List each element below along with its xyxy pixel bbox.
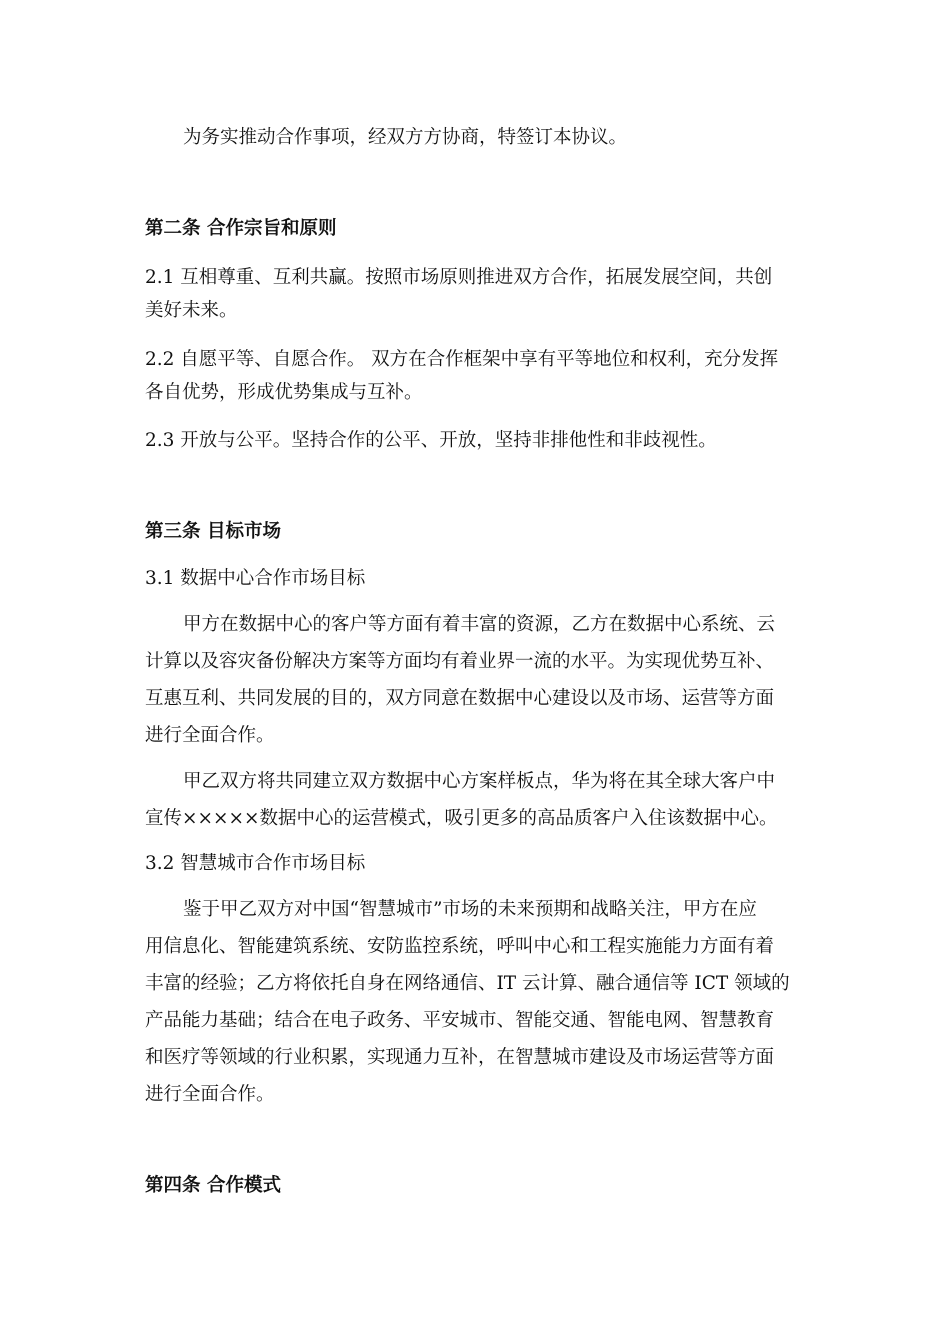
section-4-heading: 第四条 合作模式 [145,1175,281,1196]
clause-2-2-line-2: 各自优势，形成优势集成与互补。 [145,382,423,403]
para-3-1-line-2: 计算以及容灾备份解决方案等方面均有着业界一流的水平。为实现优势互补、 [145,651,775,672]
para-3-2-line-3: 丰富的经验；乙方将依托自身在网络通信、IT 云计算、融合通信等 ICT 领域的 [145,973,790,994]
para-3-1b-line-2: 宣传×××××数据中心的运营模式，吸引更多的高品质客户入住该数据中心。 [145,808,778,829]
clause-2-2-line-1: 2.2 自愿平等、自愿合作。 双方在合作框架中享有平等地位和权利，充分发挥 [145,349,779,370]
para-3-1b-line-1: 甲乙双方将共同建立双方数据中心方案样板点，华为将在其全球大客户中 [183,771,776,792]
para-3-2-line-2: 用信息化、智能建筑系统、安防监控系统，呼叫中心和工程实施能力方面有着 [145,936,775,957]
subsection-3-1-title: 3.1 数据中心合作市场目标 [145,568,366,589]
para-3-1-line-4: 进行全面合作。 [145,725,275,746]
para-3-1-line-3: 互惠互利、共同发展的目的，双方同意在数据中心建设以及市场、运营等方面 [145,688,775,709]
para-3-2-line-4: 产品能力基础；结合在电子政务、平安城市、智能交通、智能电网、智慧教育 [145,1010,775,1031]
subsection-3-2-title: 3.2 智慧城市合作市场目标 [145,853,366,874]
section-3-heading: 第三条 目标市场 [145,521,281,542]
clause-2-1-line-2: 美好未来。 [145,300,238,321]
section-2-heading: 第二条 合作宗旨和原则 [145,218,337,239]
clause-2-1-line-1: 2.1 互相尊重、互利共赢。按照市场原则推进双方合作，拓展发展空间，共创 [145,267,773,288]
para-3-1-line-1: 甲方在数据中心的客户等方面有着丰富的资源，乙方在数据中心系统、云 [183,614,776,635]
para-3-2-line-6: 进行全面合作。 [145,1084,275,1105]
intro-text: 为务实推动合作事项，经双方方协商，特签订本协议。 [183,127,628,148]
para-3-2-line-5: 和医疗等领域的行业积累，实现通力互补，在智慧城市建设及市场运营等方面 [145,1047,775,1068]
clause-2-3-line-1: 2.3 开放与公平。坚持合作的公平、开放，坚持非排他性和非歧视性。 [145,430,717,451]
para-3-2-line-1: 鉴于甲乙双方对中国“智慧城市”市场的未来预期和战略关注，甲方在应 [183,899,757,920]
